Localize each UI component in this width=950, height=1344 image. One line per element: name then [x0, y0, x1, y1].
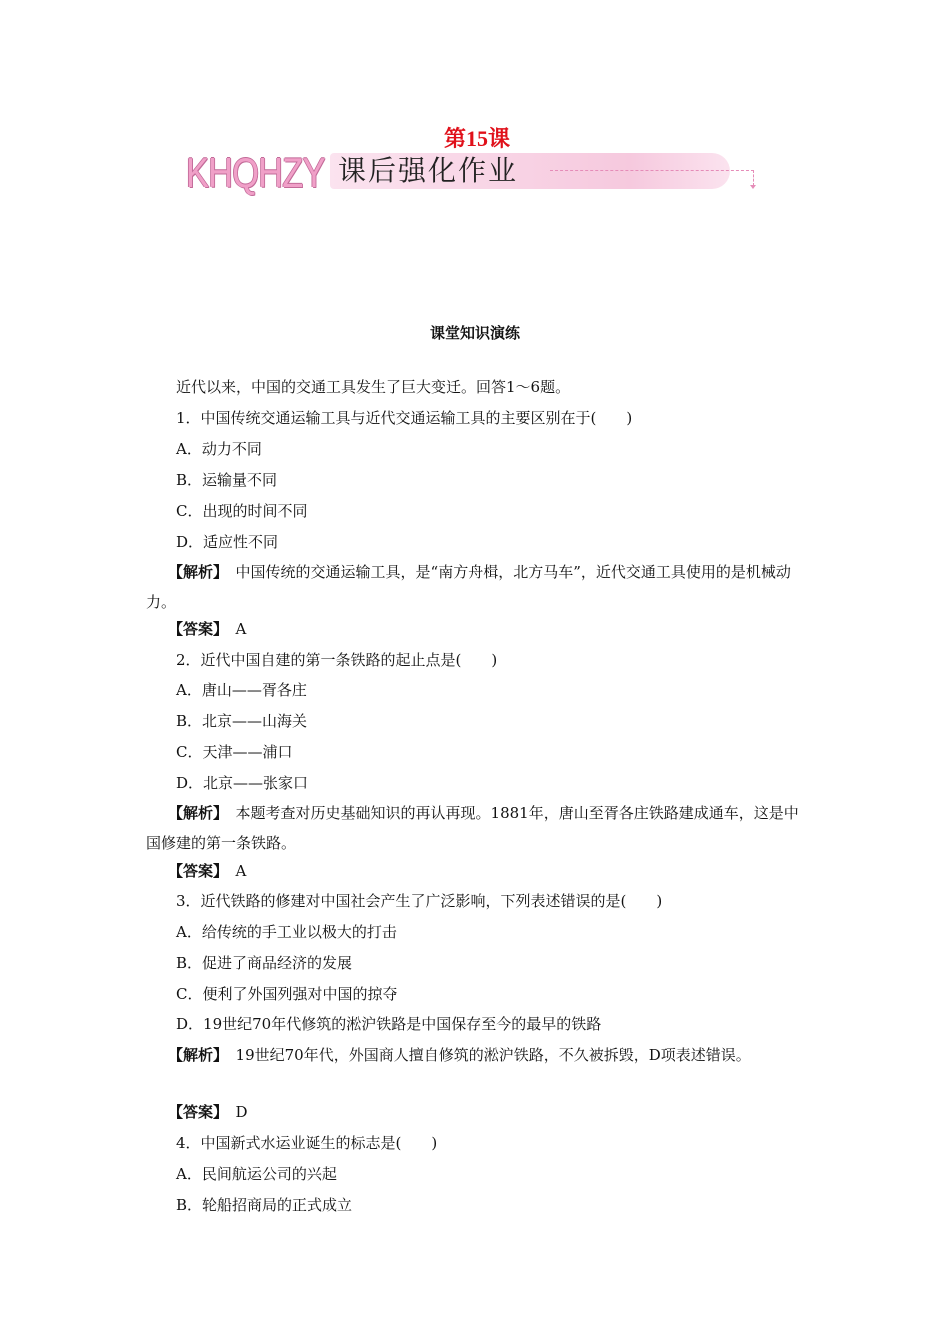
answer-label: 【答案】 [168, 1103, 221, 1121]
question-2-option-a: A．唐山——胥各庄 [176, 681, 307, 699]
question-1-analysis [146, 557, 806, 617]
analysis-text: 19世纪70年代，外国商人擅自修筑的淞沪铁路，不久被拆毁，D项表述错误。 [235, 1046, 751, 1064]
lesson-title: 第15课 [443, 126, 510, 151]
question-3-analysis [146, 1040, 806, 1070]
analysis-text: 中国传统的交通运输工具，是“南方舟楫，北方马车”，近代交通工具使用的是机械动力。 [146, 563, 791, 611]
question-1-option-d: D．适应性不同 [176, 533, 279, 551]
question-3-answer [146, 1097, 828, 1127]
homework-banner [186, 150, 766, 198]
question-2-stem: 2．近代中国自建的第一条铁路的起止点是( ) [176, 651, 498, 669]
question-2-option-c: C．天津——浦口 [176, 743, 293, 761]
banner-code: KHQHZY [186, 149, 325, 196]
question-4-option-a: A．民间航运公司的兴起 [176, 1165, 337, 1183]
answer-label: 【答案】 [168, 620, 221, 638]
answer-value: A [235, 862, 247, 880]
analysis-text: 本题考查对历史基础知识的再认再现。1881年，唐山至胥各庄铁路建成通车，这是中国修建的第一条铁路。 [146, 804, 799, 852]
answer-label: 【答案】 [168, 862, 221, 880]
banner-label: 课后强化作业 [338, 154, 519, 187]
question-3-option-c: C．便利了外国列强对中国的掠夺 [176, 985, 398, 1003]
banner-arrow-icon [750, 185, 756, 189]
question-4-option-b: B．轮船招商局的正式成立 [176, 1196, 353, 1214]
banner-dashed-line [550, 170, 754, 171]
question-2-option-b: B．北京——山海关 [176, 712, 308, 730]
banner-dashed-drop [753, 170, 754, 186]
question-1-option-b: B．运输量不同 [176, 471, 278, 489]
question-3-option-d: D．19世纪70年代修筑的淞沪铁路是中国保存至今的最早的铁路 [176, 1015, 602, 1033]
intro-text: 近代以来，中国的交通工具发生了巨大变迁。回答1～6题。 [176, 378, 571, 396]
question-1-option-c: C．出现的时间不同 [176, 502, 308, 520]
question-1-option-a: A．动力不同 [176, 440, 262, 458]
section-heading: 课堂知识演练 [429, 324, 520, 342]
question-2-option-d: D．北京——张家口 [176, 774, 309, 792]
question-4-stem: 4．中国新式水运业诞生的标志是( ) [176, 1134, 438, 1152]
question-2-analysis [146, 798, 806, 858]
answer-value: D [235, 1103, 248, 1121]
question-1-answer [146, 614, 828, 644]
question-1-stem: 1．中国传统交通运输工具与近代交通运输工具的主要区别在于( ) [176, 409, 633, 427]
question-2-answer [146, 856, 828, 886]
answer-value: A [235, 620, 247, 638]
analysis-label: 【解析】 [168, 1046, 221, 1064]
analysis-label: 【解析】 [168, 563, 221, 581]
question-3-option-b: B．促进了商品经济的发展 [176, 954, 353, 972]
question-3-option-a: A．给传统的手工业以极大的打击 [176, 923, 397, 941]
question-3-stem: 3．近代铁路的修建对中国社会产生了广泛影响，下列表述错误的是( ) [176, 892, 663, 910]
analysis-label: 【解析】 [168, 804, 221, 822]
